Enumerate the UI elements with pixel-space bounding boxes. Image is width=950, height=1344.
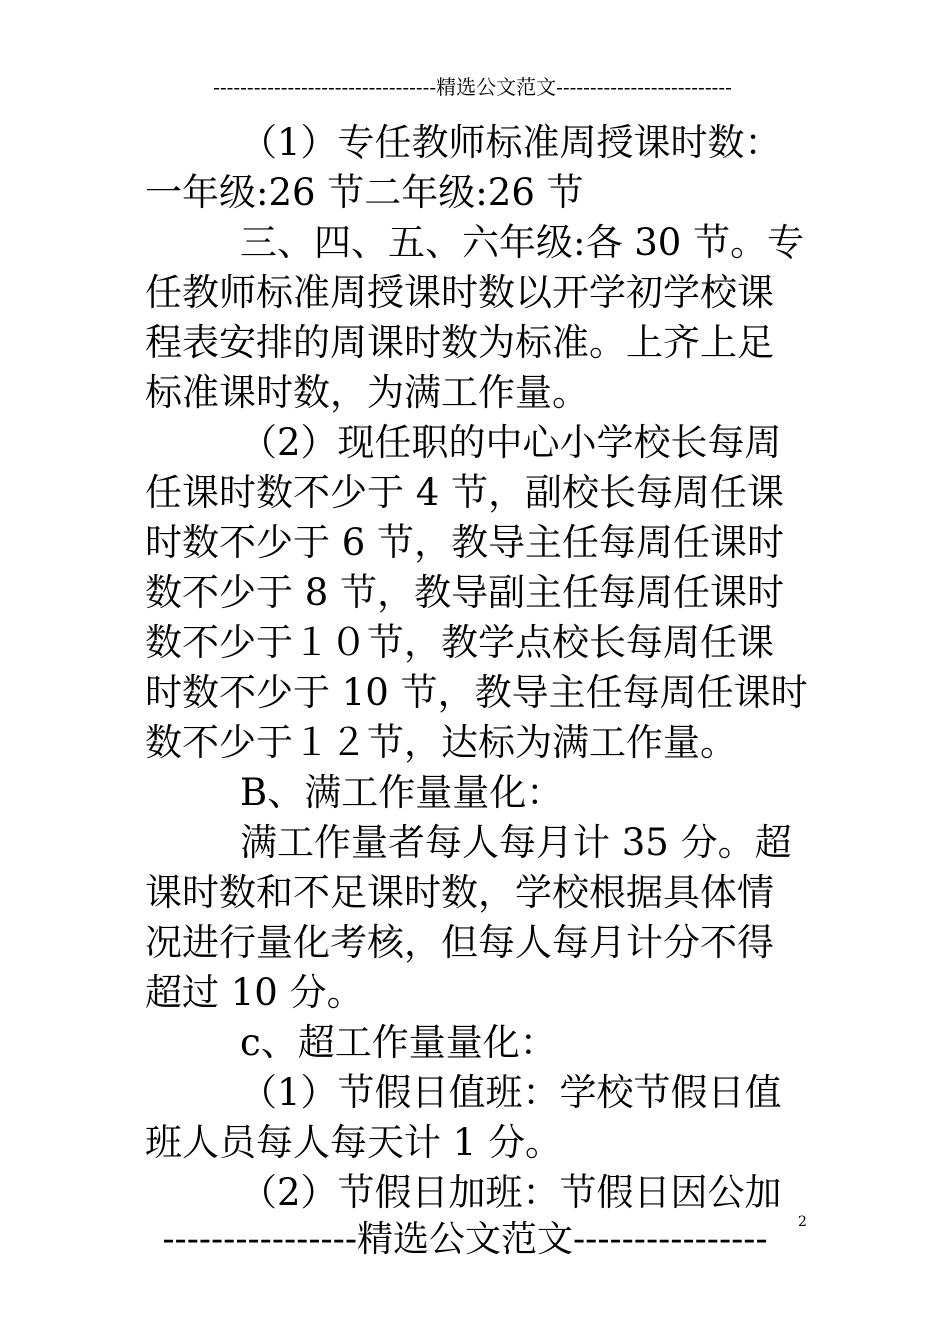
paragraph-line: 三、四、五、六年级:各 30 节。专 xyxy=(240,221,805,264)
paragraph-line: 数不少于１０节，教学点校长每周任课 xyxy=(145,621,774,664)
paragraph-line: 程表安排的周课时数为标准。上齐上足 xyxy=(145,321,774,364)
paragraph-line: 况进行量化考核，但每人每月计分不得 xyxy=(145,921,774,964)
paragraph-line: 班人员每人每天计 1 分。 xyxy=(145,1121,563,1164)
paragraph-line: 课时数和不足课时数，学校根据具体情 xyxy=(145,871,774,914)
page-footer: ----------------精选公文范文---------------- xyxy=(162,1219,768,1260)
paragraph-line: 时数不少于 10 节，教导主任每周任课时 xyxy=(145,671,808,714)
paragraph-line: 一年级:26 节二年级:26 节 xyxy=(145,171,584,214)
body-text xyxy=(145,118,810,1218)
paragraph-line: 满工作量者每人每月计 35 分。超 xyxy=(240,821,792,864)
paragraph-line: 任教师标准周授课时数以开学初学校课 xyxy=(145,271,774,314)
paragraph-line: 超过 10 分。 xyxy=(145,971,364,1014)
paragraph-line: 数不少于１２节，达标为满工作量。 xyxy=(145,721,737,764)
paragraph-line: 标准课时数，为满工作量。 xyxy=(145,371,589,414)
paragraph-line: 数不少于 8 节，教导副主任每周任课时 xyxy=(145,571,785,614)
page-number: 2 xyxy=(798,1214,807,1230)
page-header: ---------------------------------精选公文范文-------------------------- xyxy=(213,75,732,99)
paragraph-line: （1）专任教师标准周授课时数： xyxy=(240,121,782,164)
paragraph-line: （2）节假日加班：节假日因公加 xyxy=(240,1171,782,1214)
paragraph-line: （2）现任职的中心小学校长每周 xyxy=(240,421,782,464)
paragraph-line: 时数不少于 6 节，教导主任每周任课时 xyxy=(145,521,785,564)
paragraph-line: 任课时数不少于 4 节，副校长每周任课 xyxy=(145,471,785,514)
paragraph-line: （1）节假日值班：学校节假日值 xyxy=(240,1071,782,1114)
section-heading: c、超工作量量化： xyxy=(240,1021,557,1064)
section-heading: B、满工作量量化： xyxy=(240,771,564,814)
